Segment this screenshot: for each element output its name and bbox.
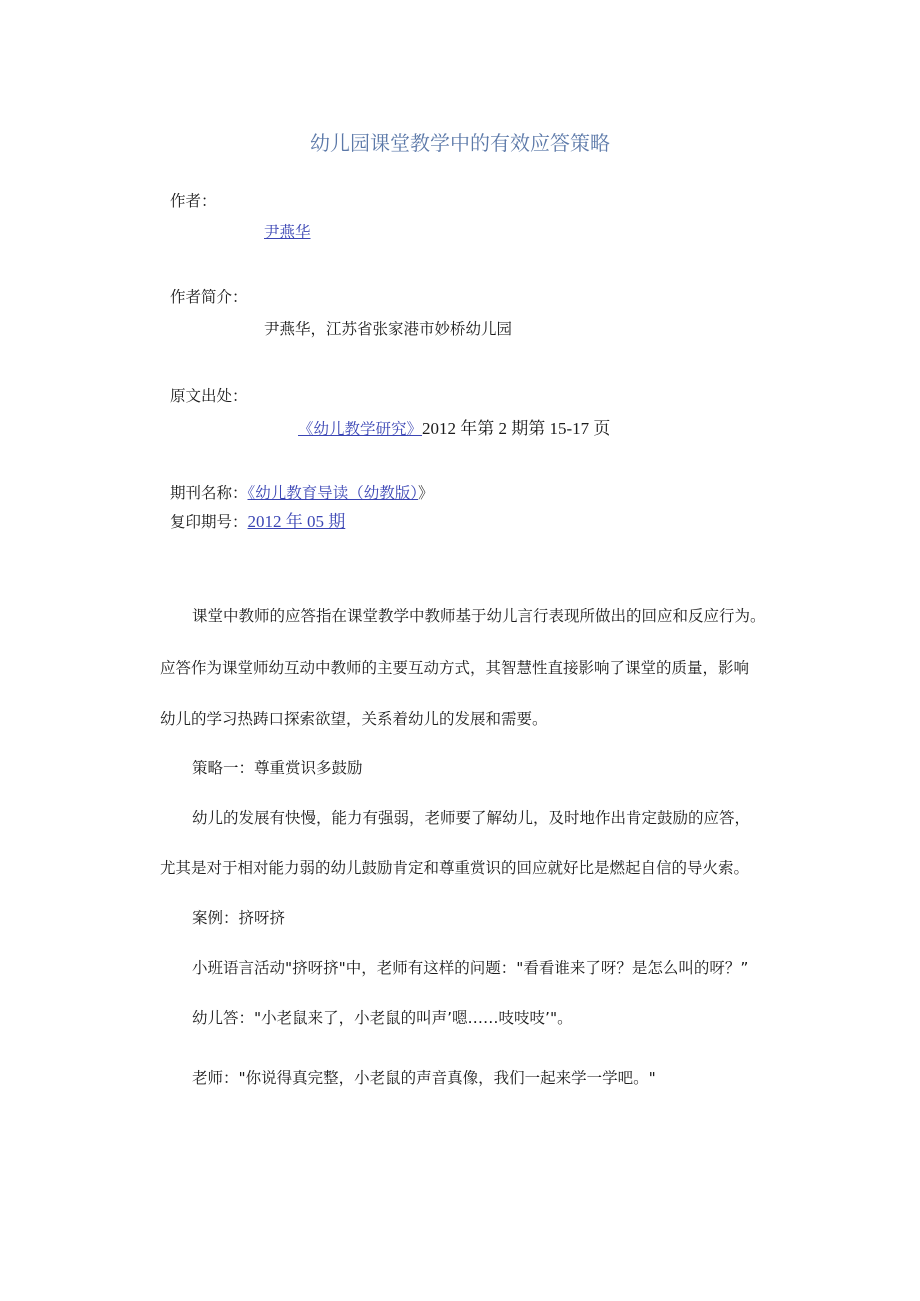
journal-line — [170, 481, 434, 503]
para2-line2: 尤其是对于相对能力弱的幼儿鼓励肯定和尊重赏识的回应就好比是燃起自信的导火索。 — [160, 859, 750, 877]
source-line — [298, 414, 610, 439]
journal-close: 》 — [418, 484, 434, 502]
para1-line3: 幼儿的学习热踌口探索欲望，关系着幼儿的发展和需要。 — [160, 710, 548, 728]
issue-link[interactable]: 2012 年 05 期 — [247, 512, 346, 531]
issue-line — [170, 507, 345, 532]
para1-line1: 课堂中教师的应答指在课堂教学中教师基于幼儿言行表现所做出的回应和反应行为。 — [192, 607, 766, 625]
author-link[interactable]: 尹燕华 — [264, 223, 311, 241]
para2-line1: 幼儿的发展有快慢，能力有强弱，老师要了解幼儿，及时地作出肯定鼓励的应答， — [192, 809, 751, 827]
teacher-reply: 老师："你说得真完整，小老鼠的声音真像，我们一起来学一学吧。" — [192, 1069, 656, 1087]
journal-label: 期刊名称： — [170, 484, 248, 502]
author-label: 作者： — [170, 192, 217, 210]
source-label: 原文出处： — [170, 387, 248, 405]
journal-link[interactable]: 《幼儿教育导读（幼教版） — [247, 484, 419, 502]
strategy-heading: 策略一：尊重赏识多鼓励 — [192, 759, 363, 777]
case-heading: 案例：挤呀挤 — [192, 909, 286, 927]
child-answer: 幼儿答："小老鼠来了，小老鼠的叫声’嗯……吱吱吱’"。 — [192, 1009, 573, 1027]
source-journal-link[interactable]: 《幼儿教学研究》 — [298, 420, 423, 438]
bio-text: 尹燕华，江苏省张家港市妙桥幼儿园 — [264, 320, 513, 338]
bio-label: 作者简介： — [170, 288, 248, 306]
page-title: 幼儿园课堂教学中的有效应答策略 — [310, 131, 610, 155]
issue-label: 复印期号： — [170, 513, 248, 531]
teacher-question: 小班语言活动"挤呀挤"中，老师有这样的问题："看看谁来了呀？是怎么叫的呀？” — [192, 959, 749, 977]
source-issue-text: 2012 年第 2 期第 15-17 页 — [422, 419, 611, 438]
para1-line2: 应答作为课堂师幼互动中教师的主要互动方式，其智慧性直接影响了课堂的质量，影响 — [160, 659, 750, 677]
